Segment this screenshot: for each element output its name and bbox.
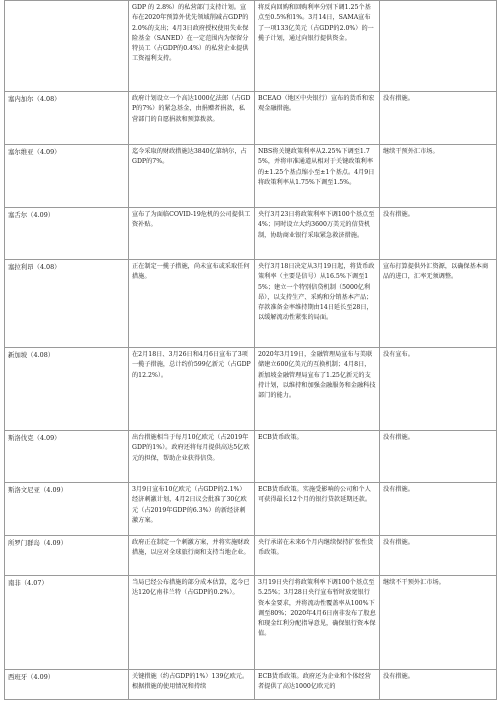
country-cell: 所罗门群岛（4.09）	[5, 536, 129, 576]
exchange-rate-measures-cell: 没有措施。	[380, 483, 497, 536]
table-row	[5, 208, 497, 260]
exchange-rate-measures-cell: 没有措施。	[380, 208, 497, 260]
monetary-measures-cell: BCEAO（地区中央银行）宣布的货币和宏观金融措施。	[255, 92, 380, 145]
fiscal-measures-cell: 在2月18日、3月26日和4月6日宣布了3项一揽子措施，总计约价599亿新元（占GDP的12.2%）。	[129, 348, 255, 431]
table-row	[5, 483, 497, 536]
fiscal-measures-cell: GDP 的 2.8%）的私营部门支持计划。宣布在2020年预算外优先领域削减占GDP的2.0%的支出；4月3日政府授权使用失业保险基金（SANED）在一定范围内为保留分特员工（占GDP的0.4%）的私营企业提供工资福利支持。	[129, 1, 255, 92]
monetary-measures-cell: 2020年3月19日，金融管理局宣布与美联储建立600亿美元的互换机制；4月8日，新加坡金融管理局宣布了1.25亿新元的支持计划，以维持和加强金融服务和金融科技部门的能力。	[255, 348, 380, 431]
country-cell: 西班牙（4.09）	[5, 670, 129, 700]
monetary-measures-cell: ECB货币政策。	[255, 431, 380, 483]
fiscal-measures-cell: 迄今采取的财政措施达3840亿第纳尔，占GDP的7%。	[129, 145, 255, 208]
fiscal-measures-cell: 政府计划设立一个高达1000亿法郎（占GDP的7%）的紧急基金，由捐赠者捐款，私营部门的自愿捐款和预算拨款。	[129, 92, 255, 145]
fiscal-measures-cell: 关键措施（约占GDP的1%）139亿欧元。根据措施的使用情况和持续	[129, 670, 255, 700]
fiscal-measures-cell: 宣布了为面临COVID-19危机的公司提供工资补贴。	[129, 208, 255, 260]
country-cell: 塞拉利昂（4.08）	[5, 260, 129, 348]
fiscal-measures-cell: 3月9日宣布10亿欧元（占GDP的2.1%）经济刺激计划，4月2日议会批准了30亿欧元（占2019年GDP的6.3%）的新经济刺激方案。	[129, 483, 255, 536]
country-cell: 斯洛文尼亚（4.09）	[5, 483, 129, 536]
table-row	[5, 670, 497, 700]
monetary-measures-cell: 3月19日央行将政策利率下调100个基点至5.25%；3月28日央行宣布暂时放宽银行资本金要求，并将流动性覆盖率从100%下调至80%；2020年4月6日南非发布了股息和现金红利分配指导意见，确保银行资本保值。	[255, 576, 380, 670]
country-cell	[5, 1, 129, 92]
table-row	[5, 145, 497, 208]
monetary-measures-cell: 将反向回购和回购利率分别下调1.25个基点至0.5%和1%。3月14日，SAMA宣布了一项133亿美元（占GDP的2.0%）的一揽子计划，通过向银行提供资金。	[255, 1, 380, 92]
exchange-rate-measures-cell: 继续不干预外汇市场。	[380, 576, 497, 670]
monetary-measures-cell: 央行3月23日将政策利率下调100个基点至4%；同时设立大约3600万美元的信贷机制，协助商业银行采取紧急救济措施。	[255, 208, 380, 260]
monetary-measures-cell: ECB货币政策。政府还为企业和个体经营者提供了高达1000亿欧元的	[255, 670, 380, 700]
monetary-measures-cell: 央行承诺在未来6个月内继续保持扩张性货币政策。	[255, 536, 380, 576]
table-row	[5, 576, 497, 670]
fiscal-measures-cell: 当局已经公布措施的部分成本估算，迄今已达120亿南非兰特（占GDP的0.2%）。	[129, 576, 255, 670]
exchange-rate-measures-cell	[380, 1, 497, 92]
fiscal-measures-cell: 出台措施相当于每月10亿欧元（占2019年GDP的1%）。政府还将每月提供高达5亿欧元的担保，帮助企业获得信贷。	[129, 431, 255, 483]
fiscal-measures-cell: 正在制定一揽子措施，尚未宣布或采取任何措施。	[129, 260, 255, 348]
monetary-measures-cell: 央行3月18日决定从3月19日起，将货币政策利率（主要是信号）从16.5%下调至15%；建立一个特别信贷机制（5000亿利昂），以支持生产、采购和分销基本产品；存款准备金率维持期由14日延长至28日，以缓解流动性紧张的局面。	[255, 260, 380, 348]
country-cell: 新加坡（4.08）	[5, 348, 129, 431]
country-cell: 斯洛伐克（4.09）	[5, 431, 129, 483]
fiscal-measures-cell: 政府正在制定一个刺激方案，并将实施财政措施，以应对全球旅行商和支持当地企业。	[129, 536, 255, 576]
table-row	[5, 348, 497, 431]
table-row	[5, 1, 497, 92]
table-row	[5, 536, 497, 576]
country-cell: 塞内加尔（4.08）	[5, 92, 129, 145]
exchange-rate-measures-cell: 没有措施。	[380, 536, 497, 576]
table-row	[5, 260, 497, 348]
exchange-rate-measures-cell: 宣布打算提供外汇资源，以确保基本商品的进口，汇率无须调整。	[380, 260, 497, 348]
table-row	[5, 431, 497, 483]
monetary-measures-cell: ECB货币政策。实施受影响的公司和个人可获得最长12个月的银行贷款延期还款。	[255, 483, 380, 536]
monetary-measures-cell: NBS将关键政策利率从2.25%下调至1.75%，并将审准通道从相对于关键政策利率的±1.25个基点缩小至±1个基点。4月9日将政策利率从1.75%下调至1.5%。	[255, 145, 380, 208]
exchange-rate-measures-cell: 继续干预外汇市场。	[380, 145, 497, 208]
country-cell: 南非（4.07）	[5, 576, 129, 670]
exchange-rate-measures-cell: 没有措施。	[380, 431, 497, 483]
exchange-rate-measures-cell: 没有宣布。	[380, 348, 497, 431]
country-cell: 塞尔维亚（4.09）	[5, 145, 129, 208]
exchange-rate-measures-cell: 没有措施。	[380, 670, 497, 700]
country-cell: 塞舌尔（4.09）	[5, 208, 129, 260]
table-row	[5, 92, 497, 145]
policy-table	[4, 0, 497, 700]
exchange-rate-measures-cell: 没有措施。	[380, 92, 497, 145]
